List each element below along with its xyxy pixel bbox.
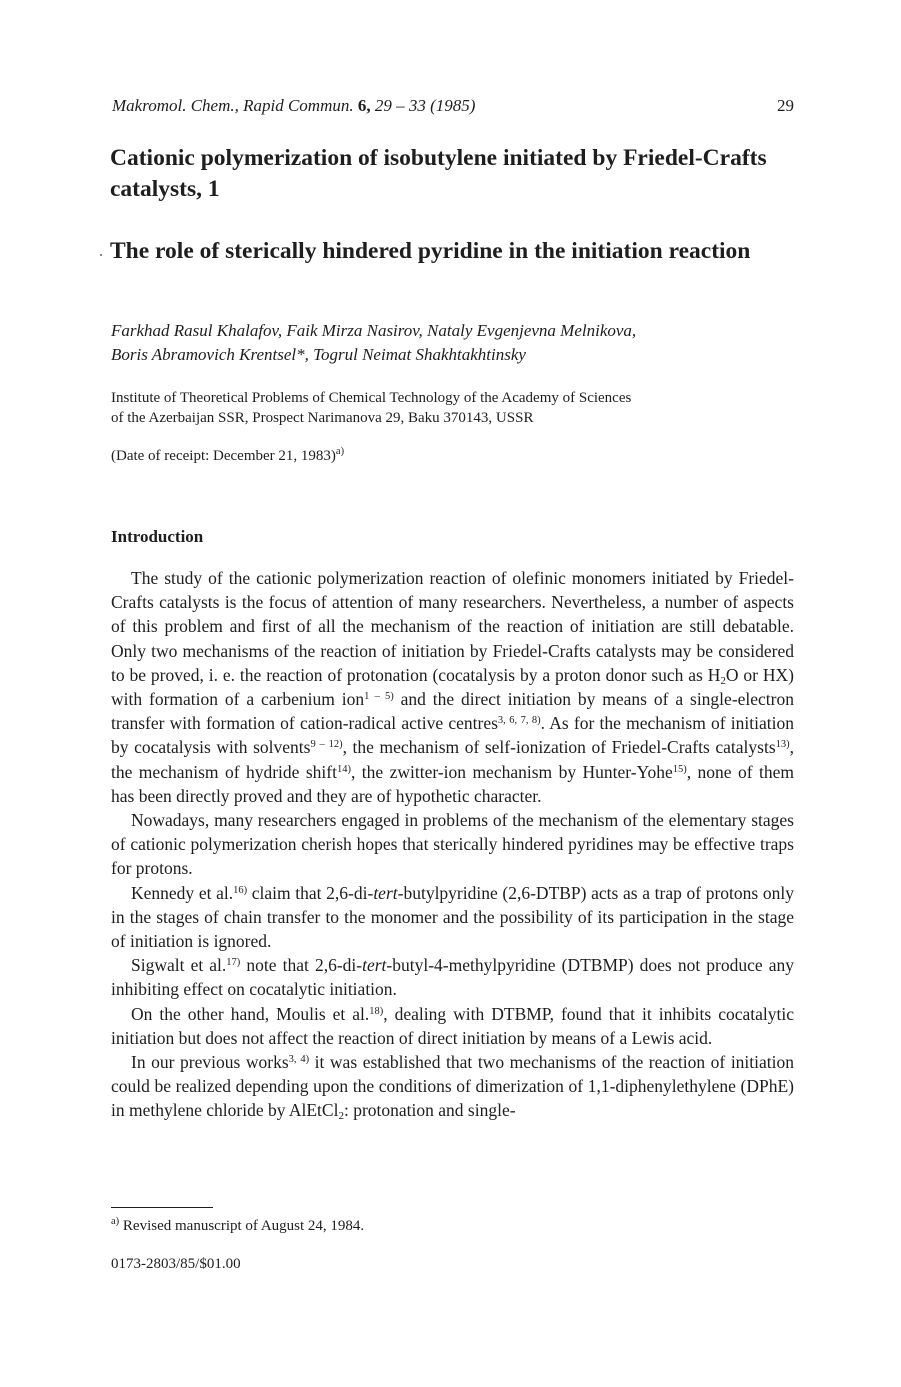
affiliation xyxy=(111,388,801,428)
citation: 17) xyxy=(226,957,241,969)
paragraph-5: On the other hand, Moulis et al.$^{18)}$, dealing with DTBMP, found that it inhibits cocatalytic initiation but does not affect the reaction of direct initiation by means of a Lewis acid. xyxy=(111,1003,794,1048)
citation: 3, 6, 7, 8) xyxy=(497,715,541,727)
paragraph-3: Kennedy et al.$^{16)}$ claim that 2,6-di-tert-butylpyridine (2,6-DTBP) acts as a trap of protons only in the stages of chain transfer to the monomer and the possibility of its participation in the stage of initiation is ignored. xyxy=(111,882,794,952)
citation: 16) xyxy=(233,884,248,896)
citation: 18) xyxy=(369,1005,384,1017)
article-subtitle: The role of sterically hindered pyridine in the initiation reaction xyxy=(110,238,751,264)
paragraph-2: Nowadays, many researchers engaged in problems of the mechanism of the elementary stages of cationic polymerization cherish hopes that sterically hindered pyridines may be effective traps for protons. xyxy=(111,810,794,879)
footnote-rule xyxy=(111,1207,213,1208)
affiliation-line-2: of the Azerbaijan SSR, Prospect Narimanova 29, Baku 370143, USSR xyxy=(111,410,534,426)
body-text xyxy=(111,566,794,1123)
article-title: Cationic polymerization of isobutylene initiated by Friedel-Crafts catalysts, 1 xyxy=(110,145,767,202)
paragraph-6: In our previous works$^{3, 4)}$ it was established that two mechanisms of the reaction of initiation could be realized depending upon the conditions of dimerization of 1,1-diphenylethylene (DPhE) in methylene chloride by AlEtCl$_2$: protonation and single- xyxy=(111,1052,795,1123)
citation: 9 – 12) xyxy=(310,739,343,751)
affiliation-line-1: Institute of Theoretical Problems of Chemical Technology of the Academy of Sciences xyxy=(111,390,632,406)
author-line-1: Farkhad Rasul Khalafov, Faik Mirza Nasirov, Nataly Evgenjevna Melnikova, xyxy=(111,321,637,340)
subscript: 2 xyxy=(338,1110,344,1123)
citation: 1 – 5) xyxy=(364,691,394,703)
footnote xyxy=(111,1218,364,1235)
margin-mark xyxy=(100,254,102,256)
journal-name: Makromol. Chem., Rapid Commun. xyxy=(112,96,354,115)
paragraph-1: The study of the cationic polymerization reaction of olefinic monomers initiated by Friedel-Crafts catalysts is the focus of attention of many researchers. Nevertheless, a number of aspects of this problem and first of all the mechanism of the reaction of initiation are still debatable. Only two mechanisms of the reaction of initiation by Friedel-Crafts catalysts may be considered to be proved, i. e. the reaction of protonation (cocatalysis by a proton donor such as $H_2O$ or HX) with formation of a carbenium ion$^{1 - 5)}$ and the direct initiation by means of a single-electron transfer with formation of cation-radical active centres$^{3, 6, 7, 8)}$. As for the mechanism of initiation by cocatalysis with solvents$^{9 - 12)}$, the mechanism of self-ionization of Friedel-Crafts catalysts$^{13)}$, the mechanism of hydride shift$^{14)}$, the zwitter-ion mechanism by Hunter-Yohe$^{15)}$, none of them has been directly proved and they are of hypothetic character. xyxy=(111,568,795,806)
copyright-code: 0173-2803/85/$01.00 xyxy=(111,1256,241,1272)
subscript: 2 xyxy=(720,674,726,687)
section-heading: Introduction xyxy=(111,527,204,546)
journal-pages: 29 – 33 (1985) xyxy=(374,96,476,115)
author-line-2: Boris Abramovich Krentsel*, Togrul Neimat Shakhtakhtinsky xyxy=(111,345,526,364)
date-of-receipt xyxy=(111,448,344,465)
citation: 14) xyxy=(336,763,351,775)
author-list xyxy=(111,319,801,367)
citation: 3, 4) xyxy=(288,1054,310,1066)
running-head xyxy=(112,96,794,116)
footnote-mark: a) xyxy=(111,1216,120,1227)
page-number: 29 xyxy=(777,96,794,115)
paragraph-4: Sigwalt et al.$^{17)}$ note that 2,6-di-tert-butyl-4-methylpyridine (DTBMP) does not produce any inhibiting effect on cocatalytic initiation. xyxy=(111,955,795,1000)
citation: 15) xyxy=(672,763,687,775)
journal-volume: 6, xyxy=(357,96,371,115)
receipt-text: (Date of receipt: December 21, 1983) xyxy=(111,448,336,464)
citation: 13) xyxy=(775,739,790,751)
footnote-text: Revised manuscript of August 24, 1984. xyxy=(119,1218,365,1234)
receipt-footnote-mark: a) xyxy=(335,446,345,457)
